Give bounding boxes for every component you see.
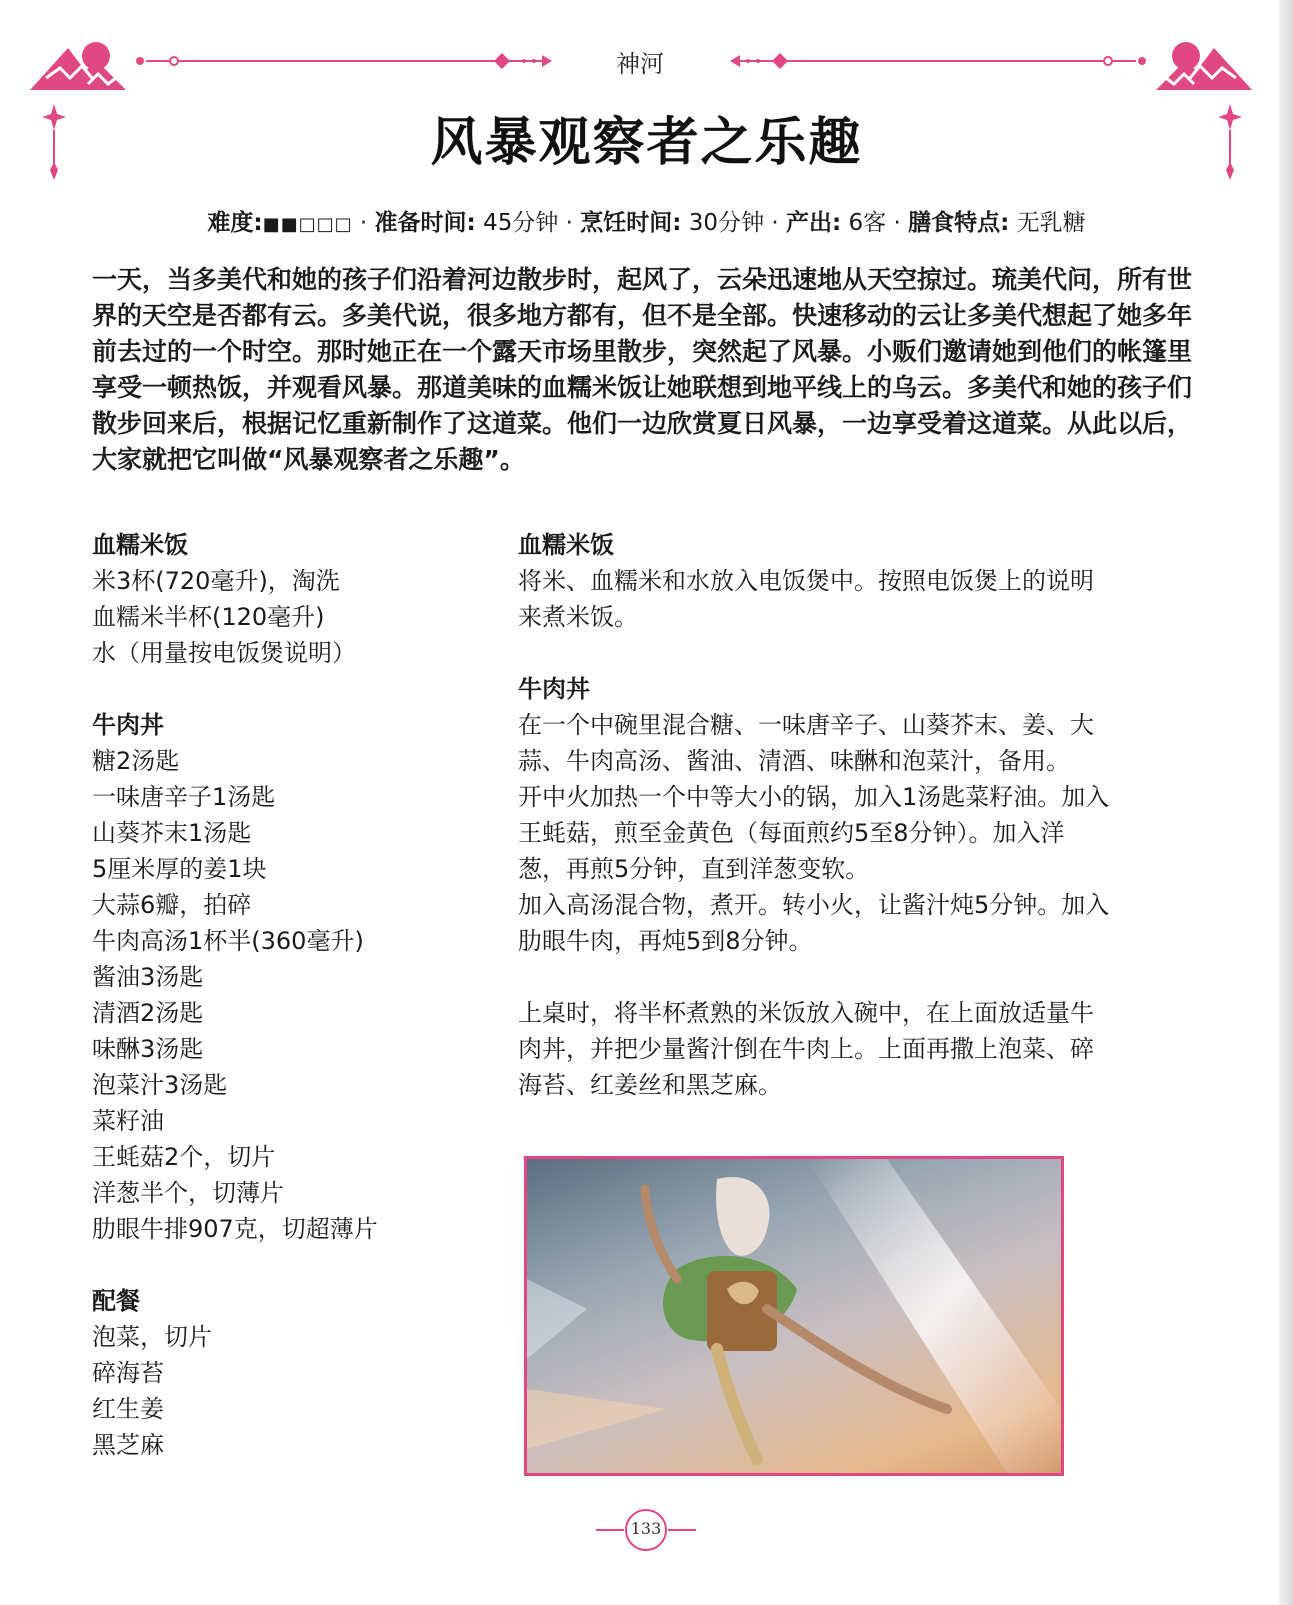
serving-line: 肉丼，并把少量酱汁倒在牛肉上。上面再撒上泡菜、碎 bbox=[518, 1035, 1094, 1063]
step-line: 将米、血糯米和水放入电饭煲中。按照电饭煲上的说明 bbox=[518, 567, 1094, 595]
meta-separator: · bbox=[565, 210, 581, 236]
header-rule-left bbox=[134, 50, 554, 72]
meta-separator: · bbox=[771, 210, 787, 236]
ingredient-item: 血糯米半杯(120毫升) bbox=[92, 603, 325, 631]
page-number bbox=[596, 1508, 696, 1552]
ingredients-heading-sides: 配餐 bbox=[92, 1287, 140, 1315]
step-line: 葱，再煎5分钟，直到洋葱变软。 bbox=[518, 855, 870, 883]
meta-separator: · bbox=[359, 210, 375, 236]
ingredient-item: 5厘米厚的姜1块 bbox=[92, 855, 267, 883]
serving-line: 海苔、红姜丝和黑芝麻。 bbox=[518, 1071, 782, 1099]
serving-line: 上桌时，将半杯煮熟的米饭放入碗中，在上面放适量牛 bbox=[518, 999, 1094, 1027]
mountain-sun-ornament-left bbox=[30, 38, 130, 92]
ingredient-item: 王蚝菇2个，切片 bbox=[92, 1143, 276, 1171]
ingredient-item: 泡菜，切片 bbox=[92, 1323, 212, 1351]
ingredient-item: 一味唐辛子1汤匙 bbox=[92, 783, 276, 811]
ingredient-item: 红生姜 bbox=[92, 1395, 164, 1423]
page-number-text: 133 bbox=[630, 1519, 662, 1538]
ingredients-column bbox=[92, 527, 492, 1463]
prep-time-value: 45分钟 bbox=[483, 210, 559, 236]
recipe-meta bbox=[0, 204, 1293, 237]
cook-time-value: 30分钟 bbox=[688, 210, 765, 236]
yield-label: 产出: bbox=[786, 210, 842, 236]
step-line: 蒜、牛肉高汤、酱油、清酒、味醂和泡菜汁，备用。 bbox=[518, 747, 1070, 775]
prep-time-label: 准备时间: bbox=[374, 210, 476, 236]
step-line: 来煮米饭。 bbox=[518, 603, 638, 631]
intro-paragraph: 一天，当多美代和她的孩子们沿着河边散步时，起风了，云朵迅速地从天空掠过。琉美代问，所有世界的天空是否都有云。多美代说，很多地方都有，但不是全部。快速移动的云让多美代想起了她多年前去过的一个时空。那时她正在一个露天市场里散步，突然起了风暴。小贩们邀请她到他们的帐篷里享受一顿热饭，并观看风暴。那道美味的血糯米饭让她联想到地平线上的乌云。多美代和她的孩子们散步回来后，根据记忆重新制作了这道菜。他们一边欣赏夏日风暴，一边享受着这道菜。从此以后，大家就把它叫做“风暴观察者之乐趣”。 bbox=[92, 265, 1193, 474]
ingredient-item: 清酒2汤匙 bbox=[92, 999, 204, 1027]
step-line: 开中火加热一个中等大小的锅，加入1汤匙菜籽油。加入 bbox=[518, 783, 1110, 811]
cook-time-label: 烹饪时间: bbox=[580, 210, 682, 236]
ingredient-item: 水（用量按电饭煲说明） bbox=[92, 639, 356, 667]
storm-illustration bbox=[524, 1156, 1064, 1476]
mountain-sun-ornament-right bbox=[1152, 38, 1252, 92]
ingredients-heading-beef: 牛肉丼 bbox=[92, 711, 164, 739]
difficulty-label: 难度: bbox=[207, 210, 263, 236]
ingredient-item: 糖2汤匙 bbox=[92, 747, 180, 775]
instructions-column bbox=[518, 527, 1198, 1103]
step-line: 加入高汤混合物，煮开。转小火，让酱汁炖5分钟。加入 bbox=[518, 891, 1110, 919]
header-rule-right bbox=[728, 50, 1148, 72]
ingredient-item: 黑芝麻 bbox=[92, 1431, 164, 1459]
diet-label: 膳食特点: bbox=[908, 210, 1010, 236]
ingredients-heading-rice: 血糯米饭 bbox=[92, 531, 188, 559]
ingredient-item: 米3杯(720毫升)，淘洗 bbox=[92, 567, 340, 595]
ingredient-item: 菜籽油 bbox=[92, 1107, 164, 1135]
meta-separator: · bbox=[893, 210, 909, 236]
recipe-title: 风暴观察者之乐趣 bbox=[430, 113, 863, 173]
ingredient-item: 肋眼牛排907克，切超薄片 bbox=[92, 1215, 378, 1243]
step-line: 肋眼牛肉，再炖5到8分钟。 bbox=[518, 927, 813, 955]
section-title: 神河 bbox=[616, 50, 664, 78]
diet-value: 无乳糖 bbox=[1016, 210, 1086, 236]
steps-heading-rice: 血糯米饭 bbox=[518, 531, 614, 559]
ingredient-item: 碎海苔 bbox=[92, 1359, 164, 1387]
steps-heading-beef: 牛肉丼 bbox=[518, 675, 590, 703]
yield-value: 6客 bbox=[848, 210, 887, 236]
page-edge bbox=[1279, 0, 1293, 1605]
difficulty-rating: ■■□□□ bbox=[262, 214, 353, 235]
ingredient-item: 山葵芥末1汤匙 bbox=[92, 819, 252, 847]
ingredient-item: 洋葱半个，切薄片 bbox=[92, 1179, 284, 1207]
ingredient-item: 牛肉高汤1杯半(360毫升) bbox=[92, 927, 364, 955]
ingredient-item: 大蒜6瓣，拍碎 bbox=[92, 891, 252, 919]
ingredient-item: 泡菜汁3汤匙 bbox=[92, 1071, 228, 1099]
ingredient-item: 酱油3汤匙 bbox=[92, 963, 204, 991]
ingredient-item: 味醂3汤匙 bbox=[92, 1035, 204, 1063]
step-line: 在一个中碗里混合糖、一味唐辛子、山葵芥末、姜、大 bbox=[518, 711, 1094, 739]
step-line: 王蚝菇，煎至金黄色（每面煎约5至8分钟）。加入洋 bbox=[518, 819, 1065, 847]
